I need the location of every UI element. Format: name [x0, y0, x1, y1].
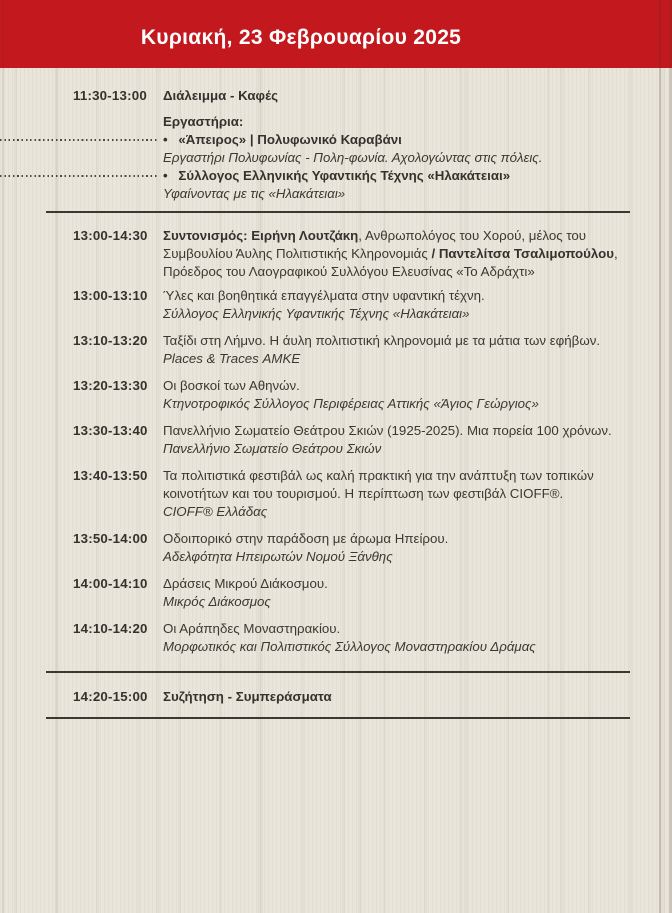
talk-organization: Places & Traces ΑΜΚΕ [163, 351, 301, 366]
coordinator-segment: , Ανθρωπολόγος του Χορού, μέλος του Συμβουλίου Άυλης Πολιτιστικής Κληρονομιάς [163, 228, 587, 261]
time-label-talk: 13:50-14:00 [73, 531, 148, 546]
coordinator-segment: / Παντελίτσα Τσαλιμοπούλου [431, 246, 615, 261]
talks-list [46, 287, 648, 656]
workshop-name: «Άπειρος» | Πολυφωνικό Καραβάνι [178, 132, 402, 147]
talk-title: Τα πολιτιστικά φεστιβάλ ως καλή πρακτική για την ανάπτυξη των τοπικών κοινοτήτων και του τουρισμού. Η περίπτωση των φεστιβάλ CIOFF®. [163, 468, 594, 501]
schedule-row-session [46, 227, 648, 281]
session-coordinator-text [163, 227, 648, 281]
talk-title: Ύλες και βοηθητικά επαγγέλματα στην υφαντική τέχνη. [163, 288, 485, 303]
time-label-talk: 13:00-13:10 [73, 288, 148, 303]
page-title: Κυριακή, 23 Φεβρουαρίου 2025 [140, 25, 462, 49]
talk-title: Οδοιπορικό στην παράδοση με άρωμα Ηπείρου. [163, 531, 449, 546]
talk-title: Δράσεις Μικρού Διάκοσμου. [163, 576, 328, 591]
talk-title: Ταξίδι στη Λήμνο. Η άυλη πολιτιστική κληρονομιά με τα μάτια των εφήβων. [163, 333, 601, 348]
break-title: Διάλειμμα - Καφές [163, 88, 278, 103]
date-banner [0, 0, 672, 68]
workshop-item [163, 167, 648, 203]
schedule-row-break [46, 87, 648, 105]
talk-organization: Πανελλήνιο Σωματείο Θεάτρου Σκιών [163, 441, 382, 456]
schedule-row-talk [46, 422, 648, 458]
closing-title: Συζήτηση - Συμπεράσματα [163, 689, 332, 704]
schedule-row-talk [46, 332, 648, 368]
time-label-talk: 13:20-13:30 [73, 378, 148, 393]
time-label-session: 13:00-14:30 [73, 228, 148, 243]
workshop-name-row [163, 131, 648, 149]
workshops-list [163, 131, 648, 203]
time-label-talk: 13:40-13:50 [73, 468, 148, 483]
time-label-talk: 14:00-14:10 [73, 576, 148, 591]
divider-rule-bottom [46, 717, 630, 719]
bullet-icon: • [163, 132, 168, 147]
talk-organization: Μικρός Διάκοσμος [163, 594, 271, 609]
talk-organization: Μορφωτικός και Πολιτιστικός Σύλλογος Μοναστηρακίου Δράμας [163, 639, 536, 654]
bullet-icon: • [163, 168, 168, 183]
talk-organization: CIOFF® Ελλάδας [163, 504, 268, 519]
talk-organization: Σύλλογος Ελληνικής Υφαντικής Τέχνης «Ηλακάτειαι» [163, 306, 470, 321]
talk-title: Οι βοσκοί των Αθηνών. [163, 378, 300, 393]
schedule-row-talk [46, 287, 648, 323]
schedule-row-talk [46, 620, 648, 656]
schedule-content [0, 87, 672, 719]
schedule-row-talk [46, 467, 648, 521]
workshops-heading: Εργαστήρια: [163, 114, 244, 129]
schedule-row-talk [46, 530, 648, 566]
schedule-row-closing [46, 688, 648, 706]
coordinator-segment: Συντονισμός: Ειρήνη Λουτζάκη [163, 228, 359, 243]
schedule-row-workshops [46, 113, 648, 203]
schedule-row-talk [46, 575, 648, 611]
workshop-detail: Εργαστήρι Πολυφωνίας - Πολη-φωνία. Αχολογώντας στις πόλεις. [163, 150, 543, 165]
divider-rule-top [46, 211, 630, 213]
coordinator-segment: , Πρόεδρος του Λαογραφικού Συλλόγου Ελευσίνας «Το Αδράχτι» [163, 246, 618, 279]
time-label-talk: 13:10-13:20 [73, 333, 148, 348]
talk-organization: Αδελφότητα Ηπειρωτών Νομού Ξάνθης [163, 549, 393, 564]
workshop-detail: Υφαίνοντας με τις «Ηλακάτειαι» [163, 186, 346, 201]
time-label-closing: 14:20-15:00 [73, 689, 148, 704]
dotted-leader-line [0, 175, 157, 177]
time-label-break: 11:30-13:00 [73, 88, 147, 103]
time-label-talk: 13:30-13:40 [73, 423, 148, 438]
divider-rule-middle [46, 671, 630, 673]
talk-title: Οι Αράπηδες Μοναστηρακίου. [163, 621, 341, 636]
time-label-talk: 14:10-14:20 [73, 621, 148, 636]
workshop-name-row [163, 167, 648, 185]
workshop-name: Σύλλογος Ελληνικής Υφαντικής Τέχνης «Ηλακάτειαι» [178, 168, 511, 183]
workshop-item [163, 131, 648, 167]
dotted-leader-line [0, 139, 157, 141]
time-label-empty [73, 113, 163, 203]
schedule-row-talk [46, 377, 648, 413]
talk-organization: Κτηνοτροφικός Σύλλογος Περιφέρειας Αττικής «Άγιος Γεώργιος» [163, 396, 539, 411]
talk-title: Πανελλήνιο Σωματείο Θεάτρου Σκιών (1925-2025). Μια πορεία 100 χρόνων. [163, 423, 612, 438]
